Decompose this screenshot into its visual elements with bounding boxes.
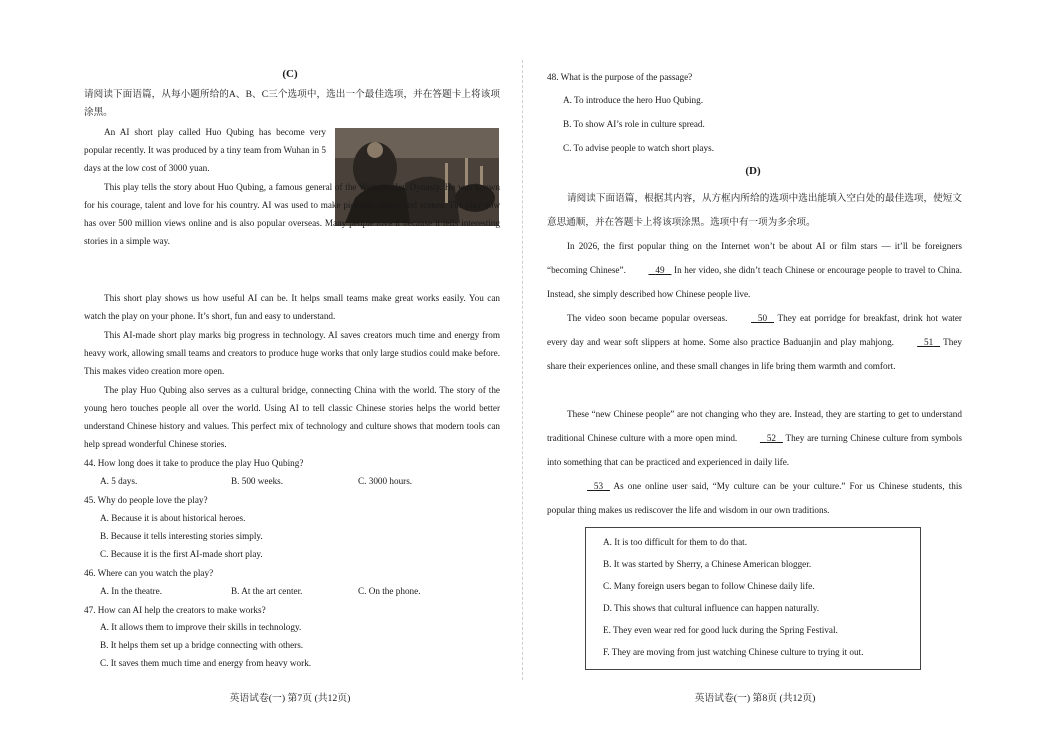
question-48-option-a[interactable]: A. To introduce the hero Huo Qubing. <box>563 95 704 105</box>
left-page-footer: 英语试卷(一) 第7页 (共12页) <box>229 693 351 704</box>
box-option-f[interactable]: F. They are moving from just watching Chinese culture to trying it out. <box>603 647 864 657</box>
question-45-option-a[interactable]: A. Because it is about historical heroes. <box>100 513 246 523</box>
question-47-option-a[interactable]: A. It allows them to improve their skills in technology. <box>100 622 302 632</box>
page-divider <box>522 60 523 680</box>
question-44-option-a[interactable]: A. 5 days. <box>100 476 138 486</box>
blank-49: 49 <box>655 265 665 275</box>
section-c-instruction: 请阅读下面语篇，从每小题所给的A、B、C三个选项中，选出一个最佳选项，并在答题卡上将该项涂黑。 <box>84 89 500 118</box>
passage-d-paragraph-4: 53 As one online user said, “My culture can be your culture.” For us Chinese students, this popular thing makes us rediscover the life and wisdom in our own traditions. <box>547 474 962 522</box>
question-46-option-b[interactable]: B. At the art center. <box>231 586 303 596</box>
passage-c-paragraph-1: An AI short play called Huo Qubing has become very popular recently. It was produced by a tiny team from Wuhan in 5 days at the low cost of 3000 yuan. <box>84 127 327 173</box>
question-47-option-c[interactable]: C. It saves them much time and energy from heavy work. <box>100 658 312 668</box>
question-45-stem: 45. Why do people love the play? <box>84 495 208 505</box>
passage-d-paragraph-3: These “new Chinese people” are not changing who they are. Instead, they are starting to get to understand traditional Chinese culture with a more open mind. 52 They are turning Chinese culture from symbols into something that can be practiced and experienced in daily life. <box>547 409 962 467</box>
section-c-heading: (C) <box>282 68 298 80</box>
question-44-stem: 44. How long does it take to produce the play Huo Qubing? <box>84 458 304 468</box>
passage-d-paragraph-1: In 2026, the first popular thing on the Internet won’t be about AI or film stars — it’ll be foreigners “becoming Chinese”. 49 In her video, she didn’t teach Chinese or encourage people to travel to China. Instead, she simply described how Chinese people live. <box>547 241 963 299</box>
question-46-option-a[interactable]: A. In the theatre. <box>100 586 162 596</box>
options-box <box>585 527 921 670</box>
question-44-option-b[interactable]: B. 500 weeks. <box>231 476 284 486</box>
passage-c-paragraph-3: This short play shows us how useful AI can be. It helps small teams make great works easily. You can watch the play on your phone. It’s short, fun and easy to understand. <box>84 293 500 321</box>
passage-d-paragraph-2: The video soon became popular overseas. 50 They eat porridge for breakfast, drink hot water every day and wear soft slippers at home. Some also practice Baduanjin and play mahjong. 51 They share their experiences online, and these small changes in life bring them warmth and comfort. <box>547 306 962 378</box>
question-47-option-b[interactable]: B. It helps them set up a bridge connecting with others. <box>100 640 304 650</box>
question-45-option-b[interactable]: B. Because it tells interesting stories simply. <box>100 531 263 541</box>
question-45-option-c[interactable]: C. Because it is the first AI-made short play. <box>100 549 263 559</box>
question-46-stem: 46. Where can you watch the play? <box>84 568 214 578</box>
question-44-option-c[interactable]: C. 3000 hours. <box>358 476 413 486</box>
section-d-heading: (D) <box>745 165 761 177</box>
blank-51: 51 <box>924 337 934 347</box>
blank-53: 53 <box>593 481 604 491</box>
box-option-e[interactable]: E. They even wear red for good luck during the Spring Festival. <box>603 625 838 635</box>
question-48-option-b[interactable]: B. To show AI’s role in culture spread. <box>563 119 705 129</box>
blank-52: 52 <box>766 433 777 443</box>
question-47-stem: 47. How can AI help the creators to make works? <box>84 605 266 615</box>
box-option-a[interactable]: A. It is too difficult for them to do that. <box>603 537 748 547</box>
passage-c-paragraph-4: This AI-made short play marks big progress in technology. AI saves creators much time and energy from heavy work, allowing small teams and creators to produce huge works that only large studios could make before. This makes video creation more open. <box>84 330 500 376</box>
question-46-option-c[interactable]: C. On the phone. <box>358 586 421 596</box>
question-48-stem: 48. What is the purpose of the passage? <box>547 72 693 82</box>
box-option-c[interactable]: C. Many foreign users began to follow Chinese daily life. <box>603 581 815 591</box>
section-d-instruction: 请阅读下面语篇，根据其内容，从方框内所给的选项中选出能填入空白处的最佳选项，使短文意思通顺，并在答题卡上将该项涂黑。选项中有一项为多余项。 <box>547 193 962 228</box>
right-page-footer: 英语试卷(一) 第8页 (共12页) <box>694 693 816 704</box>
box-option-d[interactable]: D. This shows that cultural influence can happen naturally. <box>603 603 820 613</box>
blank-50: 50 <box>757 313 768 323</box>
passage-c-paragraph-2: This play tells the story about Huo Qubing, a famous general of the Western Han Dynasty. He was known for his courage, talent and love for his country. AI was used to make pictures, voices and scenes. The play now has over 500 million views online and is also popular overseas. Many people love it because it tells interesting stories in a simple way. <box>84 182 500 246</box>
question-48-option-c[interactable]: C. To advise people to watch short plays. <box>563 143 715 153</box>
passage-c-paragraph-5: The play Huo Qubing also serves as a cultural bridge, connecting China with the world. The story of the young hero touches people all over the world. Using AI to tell classic Chinese stories helps the world better understand Chinese history and values. This perfect mix of technology and culture shows that modern tools can help spread wonderful Chinese stories. <box>84 385 500 449</box>
box-option-b[interactable]: B. It was started by Sherry, a Chinese American blogger. <box>603 559 812 569</box>
